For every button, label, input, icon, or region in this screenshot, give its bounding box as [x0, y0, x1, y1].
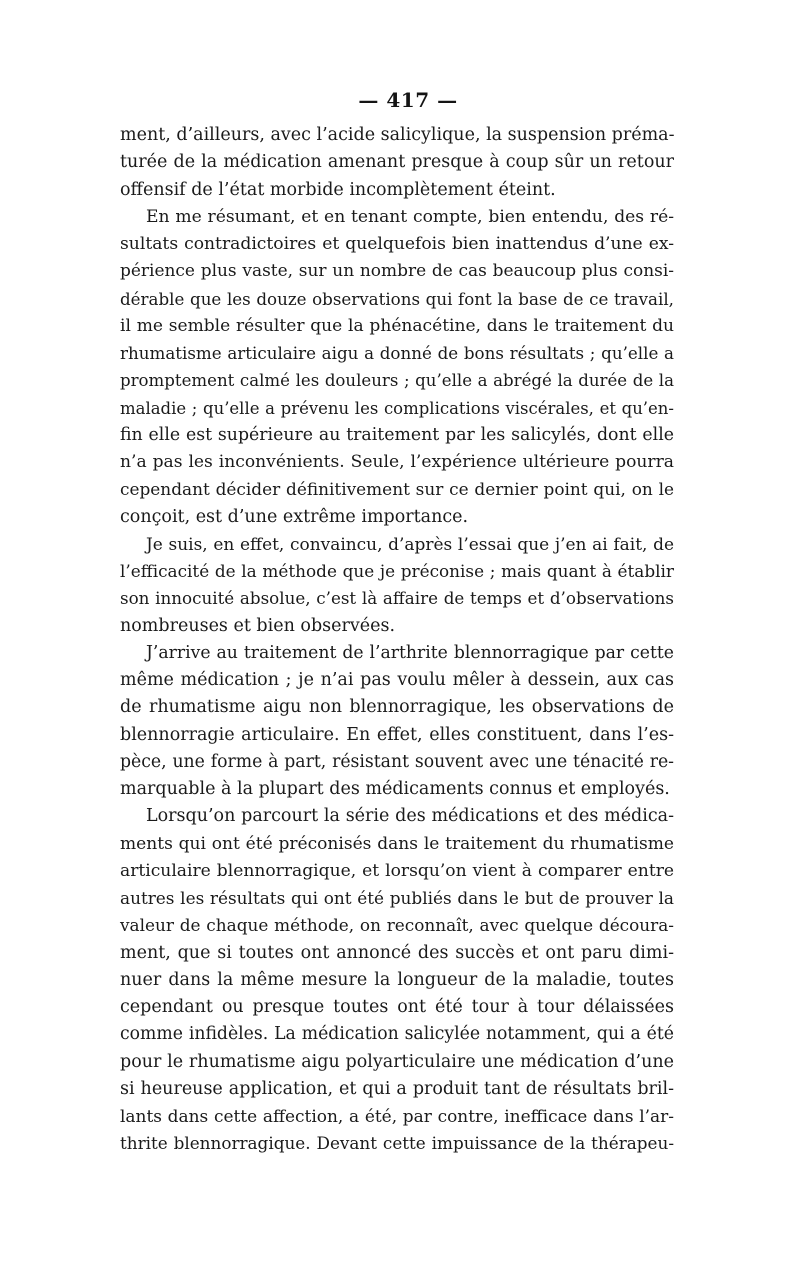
text-line: rhumatisme articulaire aigu a donné de bons résultats ; qu’elle a: [120, 343, 674, 363]
text-line: même médication ; je n’ai pas voulu mêler à dessein, aux cas: [120, 670, 674, 690]
text-line: turée de la médication amenant presque à coup sûr un retour: [120, 152, 674, 173]
text-line: Lorsqu’on parcourt la série des médications et des médica-: [146, 806, 674, 827]
text-line: offensif de l’état morbide incomplètement éteint.: [120, 179, 556, 200]
text-line: blennorragie articulaire. En effet, elles constituent, dans l’es-: [120, 724, 674, 745]
text-line: autres les résultats qui ont été publiés dans le but de prouver la: [120, 888, 674, 908]
text-line: promptement calmé les douleurs ; qu’elle a abrégé la durée de la: [120, 371, 674, 391]
text-line: cependant ou presque toutes ont été tour à tour délaissées: [120, 997, 674, 1017]
text-line: ment, que si toutes ont annoncé des succès et ont paru dimi-: [120, 942, 674, 963]
text-line: pour le rhumatisme aigu polyarticulaire une médication d’une: [120, 1051, 674, 1072]
body-text: [120, 122, 674, 1158]
text-line: si heureuse application, et qui a produit tant de résultats bril-: [120, 1078, 674, 1099]
text-line: cependant décider définitivement sur ce dernier point qui, on le: [120, 479, 674, 500]
text-line: conçoit, est d’une extrême importance.: [120, 506, 469, 527]
text-line: J’arrive au traitement de l’arthrite blennorragique par cette: [146, 642, 674, 663]
text-line: périence plus vaste, sur un nombre de cas beaucoup plus consi-: [120, 261, 674, 282]
text-line: son innocuité absolue, c’est là affaire de temps et d’observations: [120, 588, 674, 609]
text-line: dérable que les douze observations qui font la base de ce travail,: [120, 289, 674, 309]
text-line: Je suis, en effet, convaincu, d’après l’essai que j’en ai fait, de: [146, 533, 674, 554]
text-line: thrite blennorragique. Devant cette impuissance de la thérapeu-: [120, 1133, 674, 1154]
text-line: ment, d’ailleurs, avec l’acide salicylique, la suspension préma-: [120, 125, 675, 145]
text-line: marquable à la plupart des médicaments connus et employés.: [120, 779, 670, 799]
text-line: sultats contradictoires et quelquefois bien inattendus d’une ex-: [120, 234, 674, 254]
page-number: — 417 —: [358, 88, 458, 112]
text-line: nuer dans la même mesure la longueur de la maladie, toutes: [120, 969, 674, 990]
text-line: il me semble résulter que la phénacétine, dans le traitement du: [120, 315, 674, 336]
text-line: lants dans cette affection, a été, par contre, inefficace dans l’ar-: [120, 1106, 674, 1126]
text-line: l’efficacité de la méthode que je préconise ; mais quant à établir: [120, 561, 674, 581]
text-line: nombreuses et bien observées.: [120, 615, 396, 636]
text-line: ments qui ont été préconisés dans le traitement du rhumatisme: [120, 833, 674, 854]
text-line: fin elle est supérieure au traitement par les salicylés, dont elle: [120, 424, 674, 445]
text-line: maladie ; qu’elle a prévenu les complications viscérales, et qu’en-: [120, 398, 674, 418]
text-line: pèce, une forme à part, résistant souvent avec une ténacité re-: [120, 751, 674, 772]
text-line: n’a pas les inconvénients. Seule, l’expérience ultérieure pourra: [120, 452, 674, 472]
text-line: En me résumant, et en tenant compte, bien entendu, des ré-: [146, 206, 674, 227]
text-line: comme infidèles. La médication salicylée notamment, qui a été: [120, 1024, 674, 1045]
text-line: valeur de chaque méthode, on reconnaît, avec quelque découra-: [120, 915, 674, 936]
text-line: de rhumatisme aigu non blennorragique, les observations de: [120, 697, 674, 718]
text-line: articulaire blennorragique, et lorsqu’on vient à comparer entre: [120, 860, 674, 881]
